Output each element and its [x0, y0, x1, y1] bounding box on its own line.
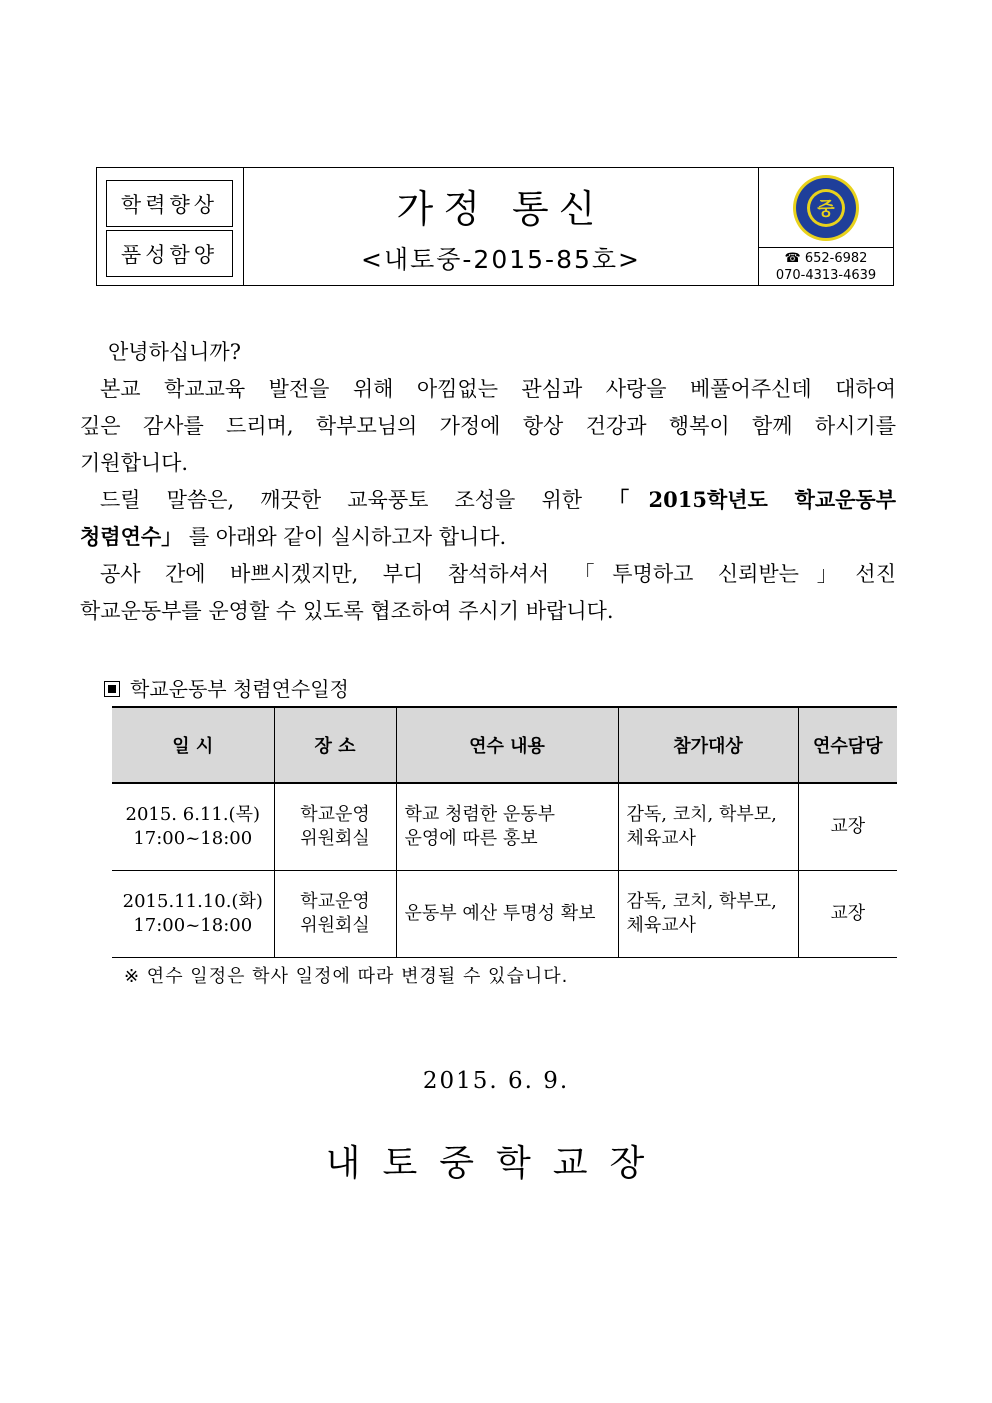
cell-place-line-1: 학교운영: [300, 804, 370, 825]
motto-character: 품성함양: [106, 230, 233, 277]
motto-academic: 학력향상: [106, 180, 233, 227]
cell-target-line-1: 감독, 코치, 학부모,: [626, 891, 777, 912]
cell-place-line-2: 위원회실: [300, 828, 370, 849]
cell-content: [396, 783, 618, 871]
checkbox-square-icon: [104, 681, 120, 697]
paragraph-2-line-2-text: 를 아래와 같이 실시하고자 합니다.: [188, 525, 507, 549]
phone-2: 070-4313-4639: [775, 268, 877, 283]
cell-content-line-2: 운영에 따른 홍보: [404, 828, 538, 849]
phone-1: ☎ 652-6982: [784, 251, 868, 266]
column-header-datetime: 일 시: [112, 707, 274, 783]
cell-target: [618, 871, 798, 958]
cell-date: 2015. 6.11.(목): [125, 804, 260, 825]
paragraph-2-line-1-text: 드릴 말씀은, 깨끗한 교육풍토 조성을 위한: [100, 488, 609, 512]
training-title-part-1: 「2015학년도 학교운동부: [608, 487, 896, 512]
cell-content: [396, 871, 618, 958]
paragraph-3-line-2: 학교운동부를 운영할 수 있도록 협조하여 주시기 바랍니다.: [80, 599, 614, 623]
cell-content-line-1: 운동부 예산 투명성 확보: [404, 903, 596, 924]
cell-time: 17:00~18:00: [133, 828, 253, 849]
schedule-note: ※ 연수 일정은 학사 일정에 따라 변경될 수 있습니다.: [124, 966, 569, 987]
schedule-heading: [104, 673, 349, 702]
title-panel: [244, 168, 758, 285]
paragraph-1-line-2: 깊은 감사를 드리며, 학부모님의 가정에 항상 건강과 행복이 함께 하시기를: [80, 414, 896, 438]
cell-date: 2015.11.10.(화): [122, 891, 263, 912]
cell-manager: 교장: [798, 871, 897, 958]
greeting: 안녕하십니까?: [108, 340, 241, 364]
school-emblem-icon: [791, 173, 861, 243]
document-title: 가정 통신: [396, 187, 606, 231]
paragraph-2-line-2: [80, 521, 896, 551]
table-header-row: [112, 707, 897, 783]
cell-time: 17:00~18:00: [133, 915, 253, 936]
emblem-letter: 중: [817, 198, 835, 220]
column-header-content: 연수 내용: [396, 707, 618, 783]
cell-datetime: [112, 783, 274, 871]
paragraph-2-line-1: [100, 484, 896, 514]
cell-content-line-1: 학교 청렴한 운동부: [404, 804, 556, 825]
letter-header: [96, 167, 894, 286]
cell-place-line-2: 위원회실: [300, 915, 370, 936]
training-title-part-2: 청렴연수」: [80, 524, 183, 549]
school-contact-panel: [758, 168, 893, 285]
cell-target-line-1: 감독, 코치, 학부모,: [626, 804, 777, 825]
cell-place: [274, 783, 396, 871]
issue-number: <내토중-2015-85호>: [361, 245, 641, 274]
column-header-target: 참가대상: [618, 707, 798, 783]
cell-target-line-2: 체육교사: [626, 915, 697, 936]
cell-manager: 교장: [798, 783, 897, 871]
issue-date: 2015. 6. 9.: [422, 1068, 570, 1094]
schedule-heading-text: 학교운동부 청렴연수일정: [130, 677, 349, 701]
cell-target-line-2: 체육교사: [626, 828, 697, 849]
schedule-table: [112, 706, 897, 958]
table-row: [112, 871, 897, 958]
column-header-manager: 연수담당: [798, 707, 897, 783]
cell-place-line-1: 학교운영: [300, 891, 370, 912]
column-header-place: 장 소: [274, 707, 396, 783]
cell-target: [618, 783, 798, 871]
phone-numbers: [759, 247, 893, 285]
school-logo: [759, 168, 893, 247]
table-row: [112, 783, 897, 871]
motto-panel: [97, 168, 244, 285]
paragraph-3-line-1: 공사 간에 바쁘시겠지만, 부디 참석하셔서 「투명하고 신뢰받는」선진: [100, 562, 896, 586]
paragraph-1-line-3: 기원합니다.: [80, 451, 189, 475]
signer: 내토중학교장: [325, 1143, 667, 1184]
cell-datetime: [112, 871, 274, 958]
paragraph-1-line-1: 본교 학교교육 발전을 위해 아낌없는 관심과 사랑을 베풀어주신데 대하여: [100, 377, 896, 401]
cell-place: [274, 871, 396, 958]
